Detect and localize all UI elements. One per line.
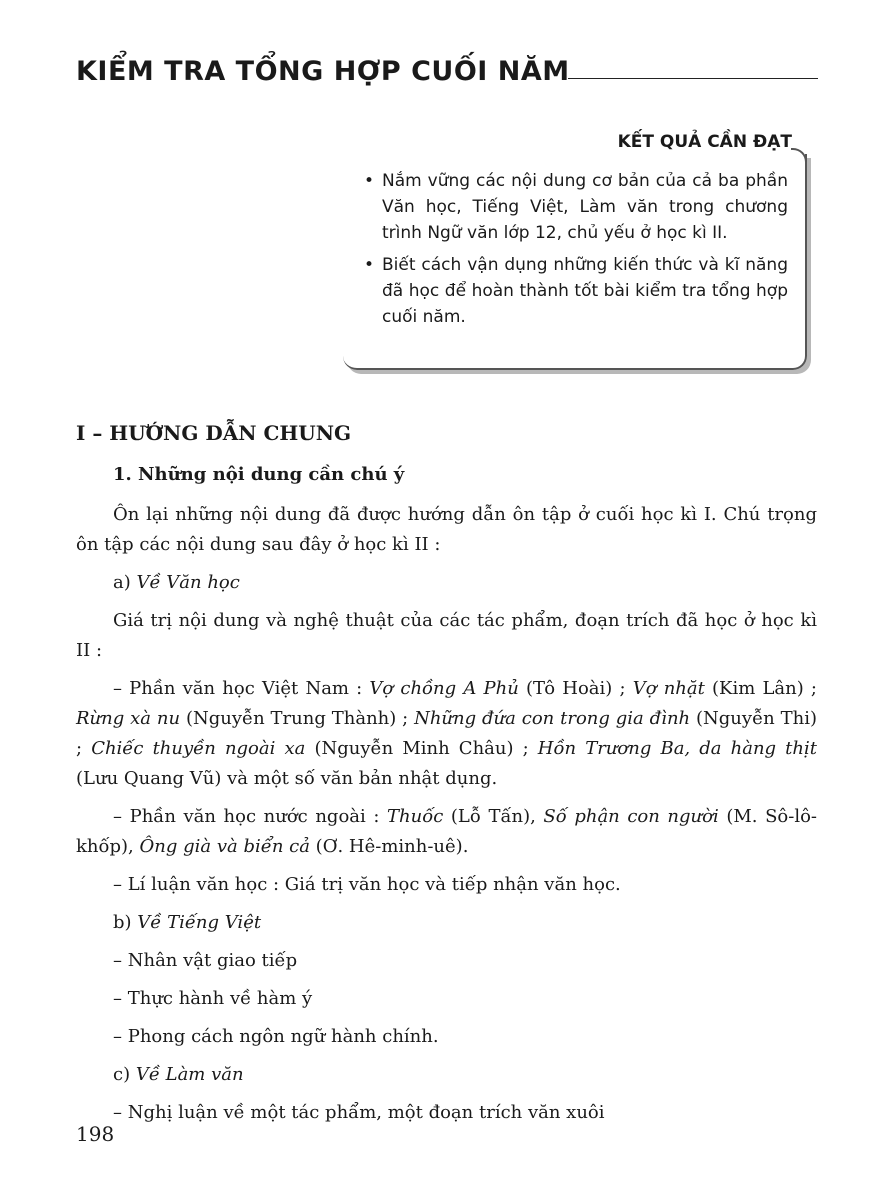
work-title: Ông già và biển cả [139,836,310,857]
goals-heading: KẾT QUẢ CẦN ĐẠT [617,132,792,152]
item-c-title: Về Làm văn [135,1064,244,1085]
goal-item [362,252,788,330]
work-title: Vợ chồng A Phủ [369,678,519,699]
list-item: – Phong cách ngôn ngữ hành chính. [113,1026,439,1047]
work-title: Rừng xà nu [76,708,181,729]
goal-text: Nắm vững các nội dung cơ bản của cả ba phần Văn học, Tiếng Việt, Làm văn trong chương trình Ngữ văn lớp 12, chủ yếu ở học kì II. [382,171,788,243]
title-rule [568,78,818,79]
main-content [76,418,817,1136]
work-author: (Nguyễn Trung Thành) ; [180,708,415,729]
item-c-prefix: c) [113,1064,136,1085]
work-title: Thuốc [387,806,444,827]
vn-lead: – Phần văn học Việt Nam : [113,678,370,699]
foreign-literature-list [76,802,817,862]
work-author: (Ơ. Hê-minh-uê). [309,836,469,857]
item-b-heading [76,908,817,938]
work-title: Những đứa con trong gia đình [414,708,691,729]
page-title: KIỂM TRA TỔNG HỢP CUỐI NĂM [76,56,570,87]
item-c-heading [76,1060,817,1090]
vietnamese-literature-list [76,674,817,794]
literary-theory: – Lí luận văn học : Giá trị văn học và tiếp nhận văn học. [113,874,621,895]
list-item: – Nghị luận về một tác phẩm, một đoạn trích văn xuôi [113,1102,605,1123]
page-number: 198 [76,1122,115,1146]
work-title: Số phận con người [543,806,719,827]
work-author: (Nguyễn Minh Châu) ; [305,738,538,759]
item-a-description: Giá trị nội dung và nghệ thuật của các tác phẩm, đoạn trích đã học ở học kì II : [76,610,817,661]
work-title: Hồn Trương Ba, da hàng thịt [537,738,817,759]
goal-text: Biết cách vận dụng những kiến thức và kĩ năng đã học để hoàn thành tốt bài kiểm tra tổng hợp cuối năm. [382,255,788,327]
work-author: (Kim Lân) ; [704,678,817,699]
item-a-heading [76,568,817,598]
work-title: Vợ nhặt [632,678,705,699]
subheading: 1. Những nội dung cần chú ý [113,464,405,485]
work-author: (M. Sô-lô-khốp), [76,806,818,857]
work-author: (Lỗ Tấn), [443,806,544,827]
bullet-icon: • [364,171,375,191]
item-a-prefix: a) [113,572,137,593]
work-author: (Nguyễn Thi) ; [76,708,817,759]
work-title: Chiếc thuyền ngoài xa [91,738,306,759]
section-heading: I – HƯỚNG DẪN CHUNG [76,421,352,445]
list-item: – Thực hành về hàm ý [113,988,313,1009]
item-b-prefix: b) [113,912,138,933]
work-author: (Lưu Quang Vũ) và một số văn bản nhật dụng. [76,768,498,789]
item-a-title: Về Văn học [136,572,240,593]
goal-item [362,168,788,246]
work-author: (Tô Hoài) ; [518,678,633,699]
list-item: – Nhân vật giao tiếp [113,950,298,971]
bullet-icon: • [364,255,375,275]
item-b-title: Về Tiếng Việt [137,912,262,933]
foreign-lead: – Phần văn học nước ngoài : [113,806,387,827]
intro-paragraph: Ôn lại những nội dung đã được hướng dẫn ôn tập ở cuối học kì I. Chú trọng ôn tập các nội dung sau đây ở học kì II : [76,504,817,555]
goals-list [362,168,788,336]
